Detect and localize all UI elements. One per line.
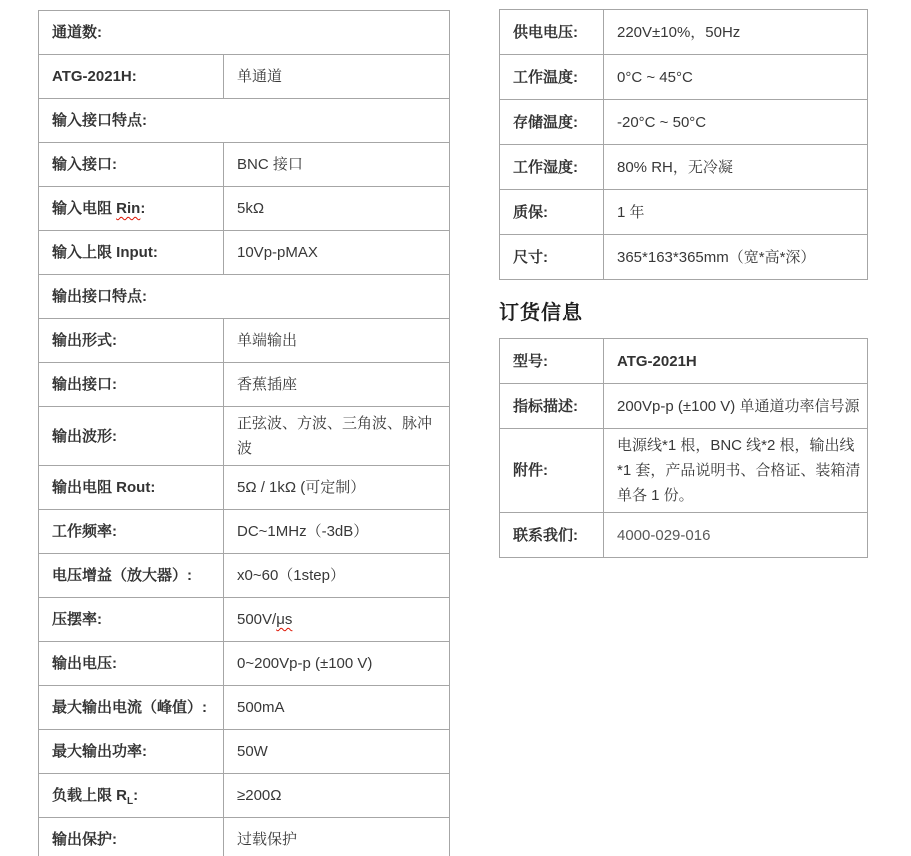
spec-label-cell: ATG-2021H: [39,55,224,99]
spec-label-cell: 存储温度: [500,100,604,145]
spec-value-cell: 1 年 [604,190,868,235]
spec-label-cell: 工作温度: [500,55,604,100]
spec-label-cell: 输入上限 Input: [39,231,224,275]
spec-value-cell: 500V/μs [224,598,450,642]
spec-value-cell: 200Vp-p (±100 V) 单通道功率信号源 [604,384,868,429]
spec-label-cell: 指标描述: [500,384,604,429]
table-row [39,11,450,55]
right-column [499,9,868,558]
spec-value-cell: DC~1MHz（-3dB） [224,510,450,554]
spec-value-cell: 220V±10%，50Hz [604,10,868,55]
order-info-heading: 订货信息 [499,302,583,324]
spec-label-cell: 最大输出功率: [39,730,224,774]
table-row [39,363,450,407]
spec-value-cell: x0~60（1step） [224,554,450,598]
spec-label-cell: 联系我们: [500,513,604,558]
spec-value-cell: 50W [224,730,450,774]
environment-spec-table [499,9,868,280]
spec-value-cell: 香蕉插座 [224,363,450,407]
spec-label-cell: 供电电压: [500,10,604,55]
table-row [39,686,450,730]
table-row [39,554,450,598]
spec-value-cell: 5Ω / 1kΩ (可定制） [224,466,450,510]
table-row [39,55,450,99]
channel-io-spec-table [38,10,450,856]
table-row [39,231,450,275]
table-row [39,275,450,319]
spec-value-cell: 单通道 [224,55,450,99]
table-row [39,598,450,642]
spec-label-cell: 质保: [500,190,604,235]
table-row [39,774,450,818]
spec-label-cell: 工作湿度: [500,145,604,190]
spec-value-cell: 5kΩ [224,187,450,231]
spec-label-cell: 附件: [500,429,604,513]
spec-value-cell: 10Vp-pMAX [224,231,450,275]
spec-value-cell: ATG-2021H [604,339,868,384]
spellcheck-wavy-underline: Rin [116,200,141,217]
table-row [500,145,868,190]
spec-value-cell: 正弦波、方波、三角波、脉冲波 [224,407,450,466]
table-row [500,339,868,384]
spec-label-cell: 输出接口: [39,363,224,407]
spec-value-cell: 0~200Vp-p (±100 V) [224,642,450,686]
spec-label-cell: 最大输出电流（峰值）: [39,686,224,730]
table-row [500,10,868,55]
order-info-table [499,338,868,558]
spec-value-cell: 0°C ~ 45°C [604,55,868,100]
spec-value-cell: -20°C ~ 50°C [604,100,868,145]
table-row [39,730,450,774]
table-row [500,235,868,280]
section-header-cell: 输出接口特点: [39,275,450,319]
spec-value-cell: 80% RH，无冷凝 [604,145,868,190]
table-row [39,466,450,510]
spec-value-cell: 电源线*1 根，BNC 线*2 根，输出线*1 套，产品说明书、合格证、装箱清单各 1 份。 [604,429,868,513]
spec-label-cell: 工作频率: [39,510,224,554]
spec-value-cell: ≥200Ω [224,774,450,818]
spec-value-cell: 4000-029-016 [604,513,868,558]
spec-value-cell: 500mA [224,686,450,730]
spec-label-cell: 输出电阻 Rout: [39,466,224,510]
spec-label-cell: 电压增益（放大器）: [39,554,224,598]
table-row [500,190,868,235]
spec-label-cell: 输出形式: [39,319,224,363]
spec-label-cell: 输入接口: [39,143,224,187]
table-row [500,429,868,513]
spec-value-cell: 过载保护 [224,818,450,856]
table-row [39,143,450,187]
spec-label-cell: 型号: [500,339,604,384]
spec-value-cell: 单端输出 [224,319,450,363]
table-row [39,510,450,554]
table-row [500,55,868,100]
table-row [39,187,450,231]
table-row [39,319,450,363]
table-row [500,384,868,429]
spec-label-cell: 输出波形: [39,407,224,466]
table-row [39,407,450,466]
spec-label-cell: 输出保护: [39,818,224,856]
section-header-cell: 输入接口特点: [39,99,450,143]
spec-label-cell: 尺寸: [500,235,604,280]
spec-value-cell: BNC 接口 [224,143,450,187]
spec-label-cell: 负载上限 $R_L$: [39,774,224,818]
spec-label-cell: 输入电阻 Rin: [39,187,224,231]
table-row [500,513,868,558]
left-column [38,10,450,856]
spec-label-cell: 输出电压: [39,642,224,686]
spec-label-cell: 压摆率: [39,598,224,642]
subscript-text: L [127,796,134,807]
section-header-cell: 通道数: [39,11,450,55]
spec-value-cell: 365*163*365mm（宽*高*深） [604,235,868,280]
table-row [39,818,450,856]
table-row [39,99,450,143]
spellcheck-wavy-underline: μs [276,611,293,628]
table-row [500,100,868,145]
table-row [39,642,450,686]
